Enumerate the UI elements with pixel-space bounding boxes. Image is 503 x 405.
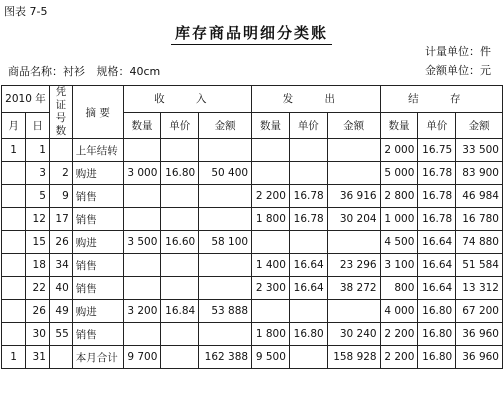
cell-out-qty: 2 200 bbox=[252, 185, 290, 208]
cell-in-qty bbox=[123, 208, 161, 231]
cell-bal-price: 16.80 bbox=[418, 300, 456, 323]
cell-out-price: 16.78 bbox=[289, 185, 327, 208]
ledger-title bbox=[0, 22, 503, 43]
cell-month bbox=[2, 162, 26, 185]
header-out-price: 单价 bbox=[289, 112, 327, 139]
cell-day: 18 bbox=[26, 254, 50, 277]
cell-summary: 销售 bbox=[72, 185, 123, 208]
cell-in-price bbox=[161, 323, 199, 346]
cell-voucher: 9 bbox=[49, 185, 72, 208]
cell-voucher: 55 bbox=[49, 323, 72, 346]
cell-bal-price: 16.78 bbox=[418, 208, 456, 231]
cell-bal-qty: 5 000 bbox=[380, 162, 418, 185]
table-row bbox=[2, 254, 503, 277]
cell-month bbox=[2, 300, 26, 323]
cell-out-price: 16.78 bbox=[289, 208, 327, 231]
cell-bal-amount: 36 960 bbox=[456, 323, 503, 346]
cell-in-price bbox=[161, 185, 199, 208]
cell-in-amount: 50 400 bbox=[199, 162, 252, 185]
cell-out-amount: 23 296 bbox=[327, 254, 380, 277]
table-row bbox=[2, 277, 503, 300]
cell-bal-amount: 51 584 bbox=[456, 254, 503, 277]
cell-summary: 销售 bbox=[72, 208, 123, 231]
cell-in-qty: 3 000 bbox=[123, 162, 161, 185]
cell-voucher: 49 bbox=[49, 300, 72, 323]
cell-day: 30 bbox=[26, 323, 50, 346]
cell-month bbox=[2, 254, 26, 277]
cell-bal-amount: 46 984 bbox=[456, 185, 503, 208]
header-day: 日 bbox=[26, 112, 50, 139]
cell-month bbox=[2, 323, 26, 346]
cell-out-amount: 158 928 bbox=[327, 346, 380, 369]
cell-in-amount bbox=[199, 208, 252, 231]
cell-summary: 销售 bbox=[72, 277, 123, 300]
cell-day: 15 bbox=[26, 231, 50, 254]
cell-out-qty: 1 400 bbox=[252, 254, 290, 277]
cell-month: 1 bbox=[2, 346, 26, 369]
cell-voucher: 17 bbox=[49, 208, 72, 231]
cell-day: 5 bbox=[26, 185, 50, 208]
cell-bal-qty: 2 800 bbox=[380, 185, 418, 208]
cell-in-amount bbox=[199, 254, 252, 277]
cell-in-price bbox=[161, 277, 199, 300]
cell-out-qty: 2 300 bbox=[252, 277, 290, 300]
cell-out-amount: 38 272 bbox=[327, 277, 380, 300]
cell-in-price bbox=[161, 346, 199, 369]
table-row bbox=[2, 162, 503, 185]
header-out-qty: 数量 bbox=[252, 112, 290, 139]
cell-bal-amount: 67 200 bbox=[456, 300, 503, 323]
cell-bal-price: 16.75 bbox=[418, 139, 456, 162]
header-balance: 结 存 bbox=[380, 86, 502, 113]
cell-out-amount bbox=[327, 231, 380, 254]
ledger-body bbox=[2, 139, 503, 369]
cell-out-qty bbox=[252, 139, 290, 162]
cell-bal-price: 16.64 bbox=[418, 277, 456, 300]
cell-bal-qty: 4 500 bbox=[380, 231, 418, 254]
cell-in-price: 16.60 bbox=[161, 231, 199, 254]
cell-out-qty bbox=[252, 300, 290, 323]
cell-summary: 销售 bbox=[72, 323, 123, 346]
header-bal-price: 单价 bbox=[418, 112, 456, 139]
cell-out-price: 16.80 bbox=[289, 323, 327, 346]
cell-bal-price: 16.64 bbox=[418, 254, 456, 277]
cell-in-qty bbox=[123, 254, 161, 277]
cell-summary: 上年结转 bbox=[72, 139, 123, 162]
cell-summary: 购进 bbox=[72, 231, 123, 254]
cell-in-qty bbox=[123, 139, 161, 162]
cell-bal-amount: 36 960 bbox=[456, 346, 503, 369]
cell-in-amount: 58 100 bbox=[199, 231, 252, 254]
cell-in-price: 16.84 bbox=[161, 300, 199, 323]
cell-month bbox=[2, 185, 26, 208]
cell-day: 22 bbox=[26, 277, 50, 300]
cell-bal-amount: 13 312 bbox=[456, 277, 503, 300]
cell-out-amount: 36 916 bbox=[327, 185, 380, 208]
table-row bbox=[2, 185, 503, 208]
table-row bbox=[2, 231, 503, 254]
header-in-amount: 金额 bbox=[199, 112, 252, 139]
table-row bbox=[2, 300, 503, 323]
cell-out-amount bbox=[327, 300, 380, 323]
cell-out-amount bbox=[327, 162, 380, 185]
table-row bbox=[2, 323, 503, 346]
cell-day: 1 bbox=[26, 139, 50, 162]
product-spec: 规格：40cm bbox=[96, 65, 161, 78]
cell-summary: 销售 bbox=[72, 254, 123, 277]
cell-out-qty: 1 800 bbox=[252, 323, 290, 346]
cell-day: 31 bbox=[26, 346, 50, 369]
cell-month: 1 bbox=[2, 139, 26, 162]
cell-out-price bbox=[289, 139, 327, 162]
cell-month bbox=[2, 277, 26, 300]
figure-label: 图表 7-5 bbox=[4, 5, 48, 18]
cell-out-qty bbox=[252, 162, 290, 185]
header-summary: 摘 要 bbox=[72, 86, 123, 139]
cell-out-price bbox=[289, 346, 327, 369]
table-row bbox=[2, 139, 503, 162]
cell-in-amount bbox=[199, 139, 252, 162]
cell-bal-qty: 800 bbox=[380, 277, 418, 300]
cell-in-amount: 162 388 bbox=[199, 346, 252, 369]
cell-in-price bbox=[161, 254, 199, 277]
header-year: 2010 年 bbox=[2, 86, 50, 113]
cell-in-amount: 53 888 bbox=[199, 300, 252, 323]
cell-voucher: 40 bbox=[49, 277, 72, 300]
cell-bal-qty: 2 200 bbox=[380, 346, 418, 369]
cell-in-qty bbox=[123, 185, 161, 208]
cell-out-amount bbox=[327, 139, 380, 162]
cell-out-price: 16.64 bbox=[289, 254, 327, 277]
cell-out-amount: 30 204 bbox=[327, 208, 380, 231]
cell-bal-price: 16.64 bbox=[418, 231, 456, 254]
cell-in-qty: 3 200 bbox=[123, 300, 161, 323]
cell-day: 3 bbox=[26, 162, 50, 185]
cell-day: 12 bbox=[26, 208, 50, 231]
cell-in-qty bbox=[123, 277, 161, 300]
cell-out-price bbox=[289, 231, 327, 254]
cell-bal-qty: 4 000 bbox=[380, 300, 418, 323]
cell-bal-price: 16.78 bbox=[418, 185, 456, 208]
cell-in-amount bbox=[199, 277, 252, 300]
cell-bal-qty: 3 100 bbox=[380, 254, 418, 277]
unit-measure: 计量单位：件 bbox=[425, 45, 491, 58]
cell-out-qty: 9 500 bbox=[252, 346, 290, 369]
header-voucher: 凭证号数 bbox=[49, 86, 72, 139]
cell-in-qty: 3 500 bbox=[123, 231, 161, 254]
cell-summary: 购进 bbox=[72, 162, 123, 185]
cell-out-price: 16.64 bbox=[289, 277, 327, 300]
cell-out-price bbox=[289, 300, 327, 323]
cell-in-qty: 9 700 bbox=[123, 346, 161, 369]
cell-in-price bbox=[161, 139, 199, 162]
cell-month bbox=[2, 231, 26, 254]
cell-summary: 本月合计 bbox=[72, 346, 123, 369]
header-out-amount: 金额 bbox=[327, 112, 380, 139]
cell-out-qty bbox=[252, 231, 290, 254]
cell-day: 26 bbox=[26, 300, 50, 323]
cell-out-qty: 1 800 bbox=[252, 208, 290, 231]
cell-out-amount: 30 240 bbox=[327, 323, 380, 346]
ledger-title-text: 库存商品明细分类账 bbox=[171, 24, 332, 45]
header-bal-amount: 金额 bbox=[456, 112, 503, 139]
cell-summary: 购进 bbox=[72, 300, 123, 323]
ledger-table bbox=[1, 85, 503, 369]
cell-voucher bbox=[49, 139, 72, 162]
cell-bal-price: 16.80 bbox=[418, 346, 456, 369]
cell-voucher: 26 bbox=[49, 231, 72, 254]
cell-month bbox=[2, 208, 26, 231]
cell-voucher: 34 bbox=[49, 254, 72, 277]
cell-bal-amount: 16 780 bbox=[456, 208, 503, 231]
cell-bal-qty: 1 000 bbox=[380, 208, 418, 231]
cell-in-price bbox=[161, 208, 199, 231]
header-in-qty: 数量 bbox=[123, 112, 161, 139]
header-month: 月 bbox=[2, 112, 26, 139]
table-row bbox=[2, 208, 503, 231]
cell-out-price bbox=[289, 162, 327, 185]
cell-bal-price: 16.80 bbox=[418, 323, 456, 346]
header-in-price: 单价 bbox=[161, 112, 199, 139]
unit-money: 金额单位：元 bbox=[425, 64, 491, 77]
table-row bbox=[2, 346, 503, 369]
cell-bal-amount: 74 880 bbox=[456, 231, 503, 254]
product-name: 商品名称：衬衫 bbox=[8, 65, 85, 78]
product-info bbox=[8, 63, 168, 79]
cell-bal-price: 16.78 bbox=[418, 162, 456, 185]
cell-in-qty bbox=[123, 323, 161, 346]
header-bal-qty: 数量 bbox=[380, 112, 418, 139]
header-in: 收 入 bbox=[123, 86, 252, 113]
cell-in-amount bbox=[199, 185, 252, 208]
cell-voucher bbox=[49, 346, 72, 369]
cell-in-amount bbox=[199, 323, 252, 346]
cell-in-price: 16.80 bbox=[161, 162, 199, 185]
cell-bal-qty: 2 000 bbox=[380, 139, 418, 162]
cell-voucher: 2 bbox=[49, 162, 72, 185]
header-out: 发 出 bbox=[252, 86, 381, 113]
cell-bal-qty: 2 200 bbox=[380, 323, 418, 346]
cell-bal-amount: 33 500 bbox=[456, 139, 503, 162]
cell-bal-amount: 83 900 bbox=[456, 162, 503, 185]
